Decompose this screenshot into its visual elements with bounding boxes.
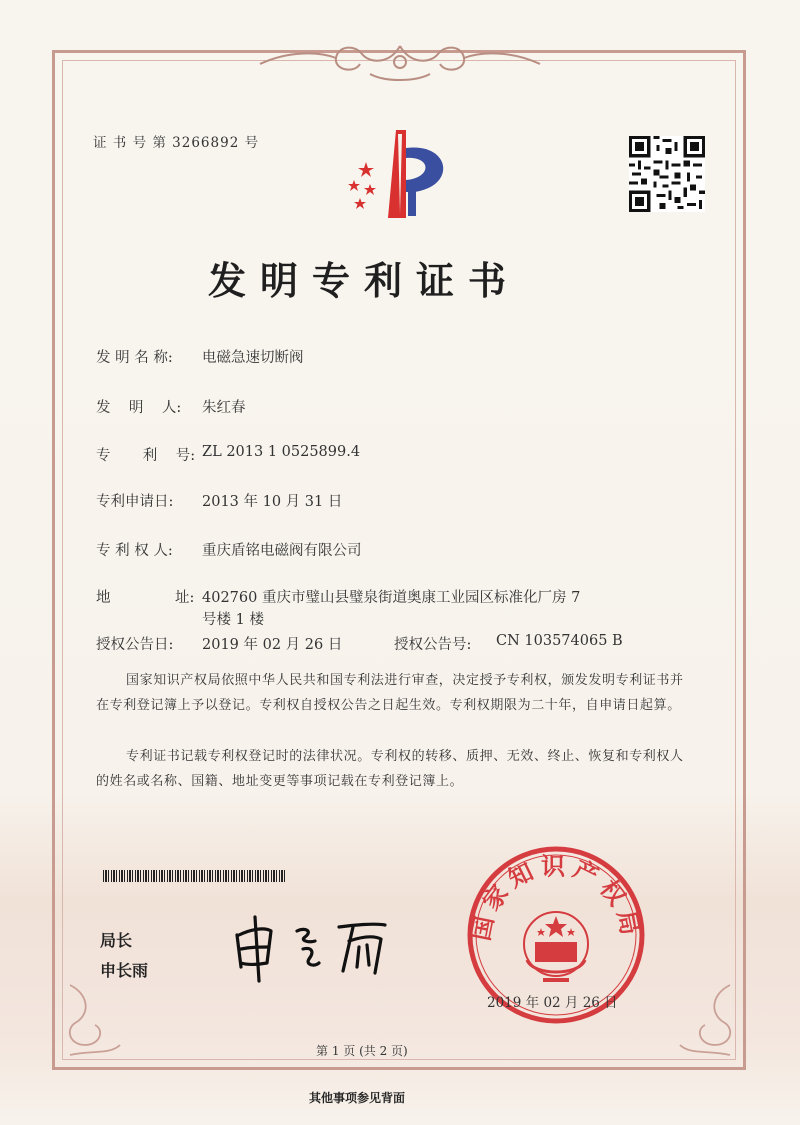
- director-signature: [225, 905, 405, 985]
- invention-name-value: 电磁急速切断阀: [202, 350, 304, 366]
- grant-date-label: 授权公告日:: [96, 637, 174, 653]
- grant-number-label: 授权公告号:: [394, 637, 472, 653]
- page-number: 第 1 页 (共 2 页): [316, 1044, 408, 1058]
- cnipa-logo-icon: [340, 126, 460, 222]
- grant-date-value: 2019 年 02 月 26 日: [202, 637, 343, 653]
- filing-date-value: 2013 年 10 月 31 日: [202, 494, 343, 510]
- top-ornament: [250, 40, 550, 88]
- back-page-note: 其他事项参见背面: [309, 1091, 406, 1105]
- certificate-number: 证 书 号 第 3266892 号: [93, 135, 260, 151]
- patentee-label: 专 利 权 人:: [96, 543, 173, 559]
- legal-status-paragraph: 专利证书记载专利权登记时的法律状况。专利权的转移、质押、无效、终止、恢复和专利权人的姓名或名称、国籍、地址变更等事项记载在专利登记簿上。: [96, 749, 684, 789]
- address-line-1: 402760 重庆市璧山县璧泉街道奥康工业园区标准化厂房 7: [202, 590, 581, 606]
- address-line-2: 号楼 1 楼: [202, 612, 264, 628]
- barcode: [103, 870, 286, 882]
- patent-number-value: ZL 2013 1 0525899.4: [202, 444, 361, 460]
- inventor-label: 发 明 人:: [96, 400, 182, 416]
- bottom-left-ornament: [60, 975, 140, 1065]
- seal-date: 2019 年 02 月 26 日: [487, 995, 618, 1011]
- patent-number-label: 专 利 号:: [96, 448, 196, 464]
- grant-statement-paragraph: 国家知识产权局依照中华人民共和国专利法进行审查，决定授予专利权，颁发发明专利证书并在专利登记簿上予以登记。专利权自授权公告之日起生效。专利权期限为二十年，自申请日起算。: [96, 673, 684, 713]
- qr-code-icon: [629, 136, 705, 212]
- address-label: 地 址:: [96, 590, 195, 606]
- grant-number-value: CN 103574065 B: [496, 633, 623, 649]
- invention-name-label: 发 明 名 称:: [96, 350, 173, 366]
- filing-date-label: 专利申请日:: [96, 494, 174, 510]
- bottom-right-ornament: [660, 975, 740, 1065]
- seal-text: 国家知识产权局: [465, 851, 647, 944]
- certificate-title: 发明专利证书: [208, 258, 521, 303]
- inventor-value: 朱红春: [202, 400, 246, 416]
- director-title: 局长: [100, 931, 133, 950]
- patentee-value: 重庆盾铭电磁阀有限公司: [202, 543, 362, 559]
- director-name: 申长雨: [100, 961, 149, 980]
